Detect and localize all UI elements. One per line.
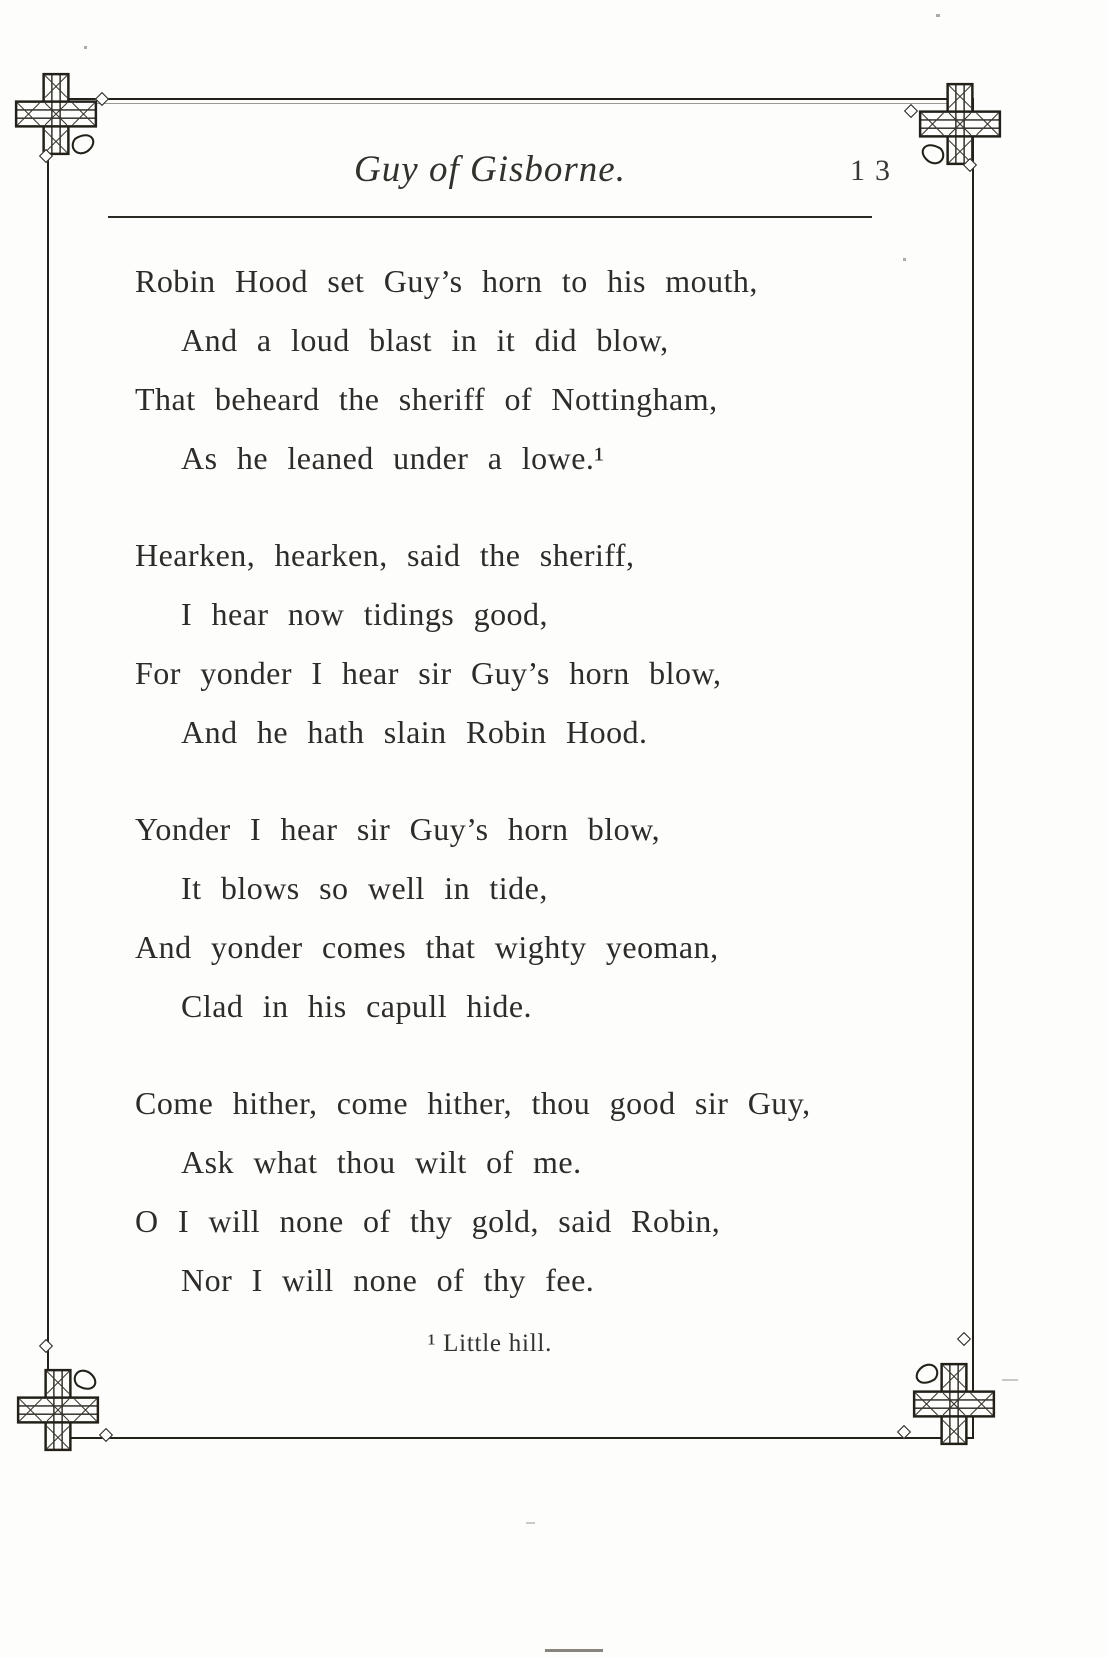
running-head — [108, 148, 900, 204]
header-rule — [108, 216, 872, 218]
scan-artifact — [545, 1649, 603, 1652]
stanza-3 — [135, 800, 945, 1036]
corner-cross-ornament-icon — [12, 70, 100, 158]
poem-line: And a loud blast in it did blow, — [181, 322, 669, 358]
footnote: ¹ Little hill. — [427, 1330, 553, 1357]
poem-line: Ask what thou wilt of me. — [181, 1144, 582, 1180]
scan-artifact — [84, 46, 87, 49]
poem-text — [135, 252, 945, 1310]
poem-line: Nor I will none of thy fee. — [181, 1262, 595, 1298]
corner-cross-ornament-icon — [14, 1366, 102, 1454]
page-title: Guy of Gisborne. — [354, 149, 626, 190]
scan-artifact — [526, 1522, 535, 1524]
poem-line: And yonder comes that wighty yeoman, — [135, 929, 719, 965]
poem-line: Come hither, come hither, thou good sir Guy, — [135, 1085, 811, 1121]
poem-line: As he leaned under a lowe.¹ — [181, 440, 605, 476]
stanza-2 — [135, 526, 945, 762]
scan-artifact — [903, 258, 906, 261]
stanza-1 — [135, 252, 945, 488]
poem-line: Robin Hood set Guy’s horn to his mouth, — [135, 263, 758, 299]
poem-line: And he hath slain Robin Hood. — [181, 714, 648, 750]
stanza-4 — [135, 1074, 945, 1310]
poem-line: Clad in his capull hide. — [181, 988, 532, 1024]
poem-line: I hear now tidings good, — [181, 596, 548, 632]
scan-artifact — [936, 14, 940, 17]
scan-artifact — [1002, 1379, 1018, 1381]
page-number: 13 — [850, 154, 900, 187]
poem-line: For yonder I hear sir Guy’s horn blow, — [135, 655, 722, 691]
poem-line: Hearken, hearken, said the sheriff, — [135, 537, 635, 573]
poem-line: That beheard the sheriff of Nottingham, — [135, 381, 718, 417]
corner-cross-ornament-icon — [910, 1360, 998, 1448]
poem-line: Yonder I hear sir Guy’s horn blow, — [135, 811, 661, 847]
poem-line: It blows so well in tide, — [181, 870, 548, 906]
corner-cross-ornament-icon — [916, 80, 1004, 168]
poem-line: O I will none of thy gold, said Robin, — [135, 1203, 721, 1239]
